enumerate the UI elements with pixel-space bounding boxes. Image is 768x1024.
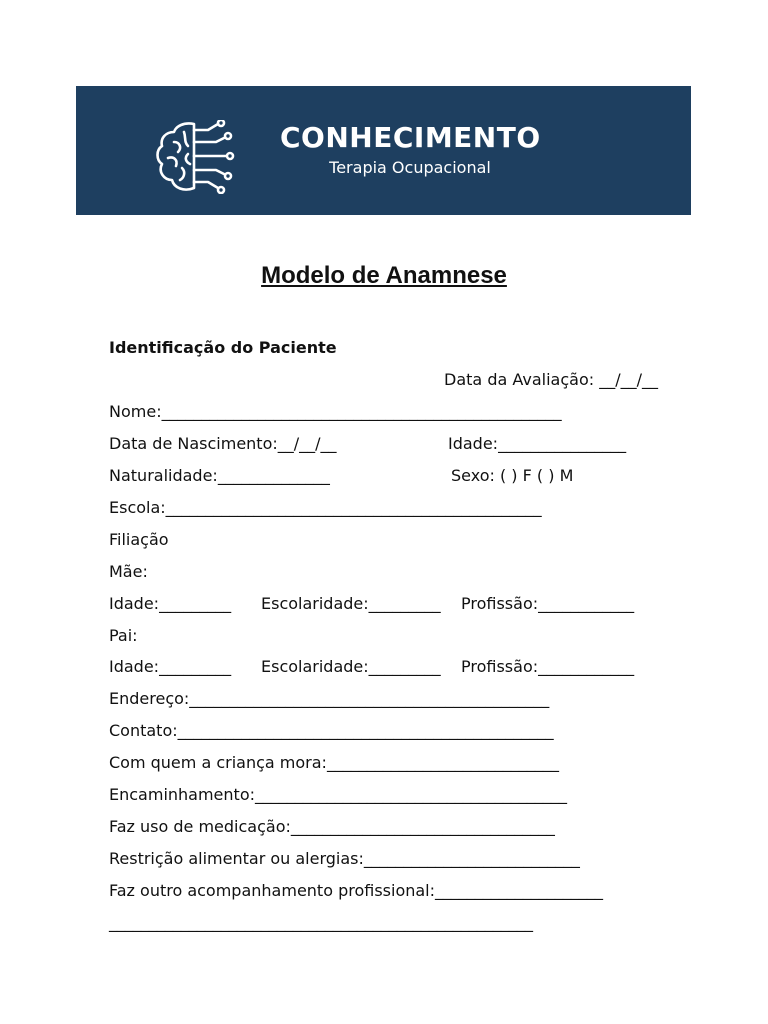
row-endereco [109, 688, 669, 710]
document-title: Modelo de Anamnese [261, 262, 507, 289]
header-banner [76, 86, 691, 215]
row-nome [109, 401, 669, 423]
row-pai [109, 625, 669, 647]
field-data-avaliacao[interactable]: Data da Avaliação: __/__/__ [444, 370, 658, 389]
field-endereco[interactable]: Endereço:_____________________________________________ [109, 689, 550, 708]
row-outro-acompanhamento [109, 880, 669, 902]
row-medicacao [109, 816, 669, 838]
row-mae [109, 561, 669, 583]
field-data-nascimento[interactable]: Data de Nascimento:__/__/__ [109, 434, 337, 453]
row-data-avaliacao [109, 369, 669, 391]
label-pai: Pai: [109, 626, 138, 645]
field-outro-acompanhamento[interactable]: Faz outro acompanhamento profissional:_____________________ [109, 881, 604, 900]
row-blank [109, 912, 669, 934]
brand [280, 121, 540, 179]
field-naturalidade[interactable]: Naturalidade:______________ [109, 466, 330, 485]
section-title: Identificação do Paciente [109, 338, 337, 357]
brand-name: CONHECIMENTO [280, 121, 541, 154]
field-medicacao[interactable]: Faz uso de medicação:_________________________________ [109, 817, 555, 836]
field-mae-profissao[interactable]: Profissão:____________ [461, 594, 635, 613]
field-sexo[interactable]: Sexo: ( ) F ( ) M [451, 466, 574, 485]
field-nome[interactable]: Nome:__________________________________________________ [109, 402, 562, 421]
field-restricao[interactable]: Restrição alimentar ou alergias:___________________________ [109, 849, 580, 868]
field-encaminhamento[interactable]: Encaminhamento:_______________________________________ [109, 785, 567, 804]
row-pai-details [109, 656, 669, 678]
field-pai-idade[interactable]: Idade:_________ [109, 657, 232, 676]
field-com-quem-mora[interactable]: Com quem a criança mora:_____________________________ [109, 753, 559, 772]
row-encaminhamento [109, 784, 669, 806]
field-mae-idade[interactable]: Idade:_________ [109, 594, 232, 613]
row-contato [109, 720, 669, 742]
row-restricao [109, 848, 669, 870]
field-blank-line[interactable]: _____________________________________________________ [109, 913, 533, 932]
field-mae-escolaridade[interactable]: Escolaridade:_________ [261, 594, 441, 613]
field-pai-profissao[interactable]: Profissão:____________ [461, 657, 635, 676]
row-filiacao [109, 529, 669, 551]
row-naturalidade-sexo [109, 465, 669, 487]
brand-subtitle: Terapia Ocupacional [329, 158, 491, 177]
field-idade[interactable]: Idade:________________ [448, 434, 627, 453]
label-mae: Mãe: [109, 562, 148, 581]
field-pai-escolaridade[interactable]: Escolaridade:_________ [261, 657, 441, 676]
row-mae-details [109, 593, 669, 615]
brain-circuit-icon [154, 120, 240, 194]
row-escola [109, 497, 669, 519]
field-escola[interactable]: Escola:_______________________________________________ [109, 498, 542, 517]
field-contato[interactable]: Contato:_______________________________________________ [109, 721, 554, 740]
row-com-quem-mora [109, 752, 669, 774]
row-nascimento-idade [109, 433, 669, 455]
label-filiacao: Filiação [109, 530, 169, 549]
